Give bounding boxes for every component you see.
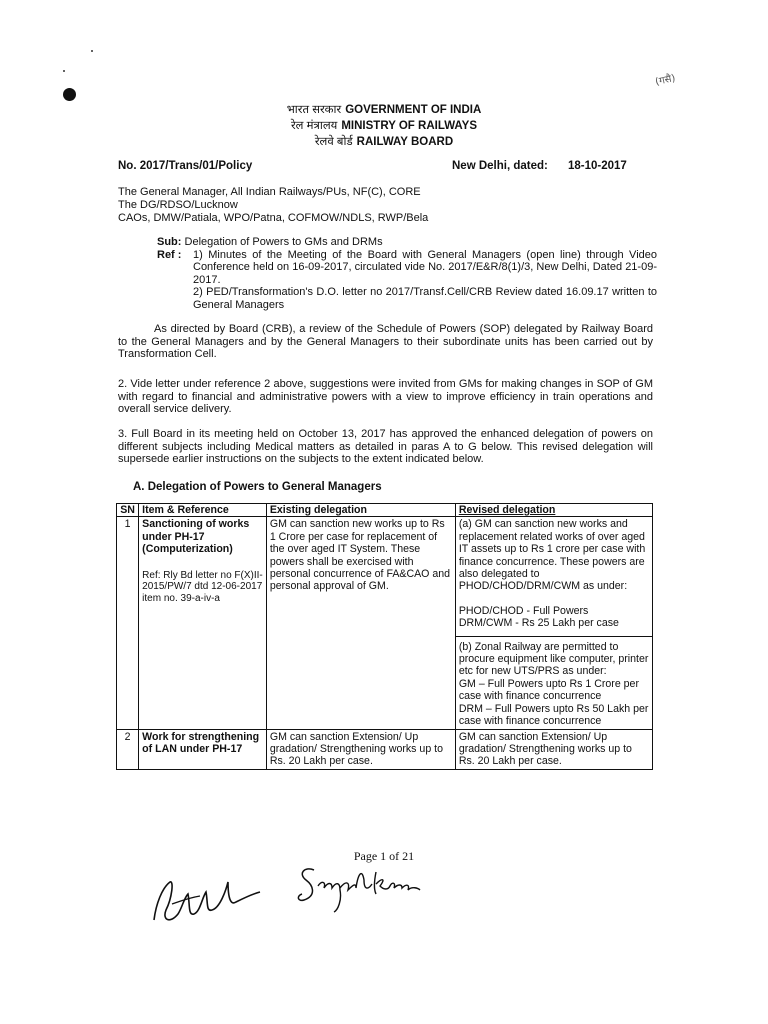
subject-block [157,236,657,311]
row-item [139,729,267,769]
hole-punch-mark [63,88,76,101]
table-header-row [117,504,653,517]
table-header-revised: Revised delegation [455,504,652,517]
row-serial: 2 [117,729,139,769]
scan-speck [63,70,65,72]
header-hindi-1: भारत सरकार [286,104,342,116]
reference-label: Ref : [157,248,182,261]
row-item-title: Work for strengthening of LAN under PH-17 [142,730,260,755]
header-hindi-2: रेल मंत्रालय [290,120,338,132]
revised-a-drm: DRM/CWM - Rs 25 Lakh per case [458,617,619,630]
row-item [139,517,267,729]
revised-a-phod: PHOD/CHOD - Full Powers [458,604,589,617]
header-english-1: GOVERNMENT OF INDIA [345,104,482,116]
addressee-line: The General Manager, All Indian Railways/PUs, NF(C), CORE [118,186,421,198]
paragraph-2: 2. Vide letter under reference 2 above, suggestions were invited from GMs for making changes in SOP of GM with regard to financial and administrative powers with a view to improve efficiency in train operations and overall service delivery. [118,378,653,415]
header-hindi-3: रेलवे बोर्ड [314,136,353,148]
paragraph-3: 3. Full Board in its meeting held on October 13, 2017 has approved the enhanced delegation of powers on different subjects including Medical matters as detailed in paras A to G below. This revised delegation will supersede earlier instructions on the subjects to the extent indicated below. [118,428,653,465]
header-government [0,102,768,117]
section-heading: A. Delegation of Powers to General Managers [133,481,382,493]
row-revised [455,517,652,729]
header-ministry [0,118,768,133]
letter-reference-line [118,160,638,172]
paragraph-1: As directed by Board (CRB), a review of the Schedule of Powers (SOP) delegated by Railway Board to the General Managers and by the General Managers to their subordinate units has been carried out by Transformation Cell. [118,323,653,360]
reference-2: 2) PED/Transformation's D.O. letter no 2017/Transf.Cell/CRB Review dated 16.09.17 written to General Managers [193,286,657,311]
header-board [0,134,768,149]
row-existing: GM can sanction new works up to Rs 1 Crore per case for replacement of the over aged IT System. These powers shall be exercised with personal concurrence of FA&CAO and personal approval of GM. [266,517,455,729]
row-item-title: Sanctioning of works under PH-17 (Computerization) [142,518,250,556]
letter-date: 18-10-2017 [568,160,627,172]
table-row [117,729,653,769]
page-number: Page 1 of 21 [353,849,415,863]
revised-b-gm: GM – Full Powers upto Rs 1 Crore per case with finance concurrence [458,677,639,703]
header-english-3: RAILWAY BOARD [356,136,454,148]
revised-b-drm: DRM – Full Powers upto Rs 50 Lakh per case with finance concurrence [458,702,649,728]
receipt-stamp: (गसै) [654,72,677,88]
revised-a: (a) GM can sanction new works and replacement related works of over aged IT assets up to Rs 1 crore per case with finance concurrence. These powers are also delegated to PHOD/CHOD/DRM/CWM as under: [458,518,646,593]
letter-place-label: New Delhi, dated: [452,160,548,172]
row-item-reference: Ref: Rly Bd letter no F(X)II-2015/PW/7 dtd 12-06-2017 item no. 39-a-iv-a [142,569,263,604]
delegation-table [116,503,653,770]
table-header-sn: SN [117,504,139,517]
header-english-2: MINISTRY OF RAILWAYS [341,120,478,132]
reference-1: 1) Minutes of the Meeting of the Board with General Managers (open line) through Video Conference held on 16-09-2017, circulated vide No. 2017/E&R/8(1)/3, New Delhi, Dated 21-09-2017. [193,248,657,286]
table-header-existing: Existing delegation [266,504,455,517]
handwritten-signature-2 [294,860,424,914]
table-row [117,517,653,729]
handwritten-signature-1 [148,868,263,934]
subject-text: Delegation of Powers to GMs and DRMs [184,236,383,248]
row-serial: 1 [117,517,139,729]
letter-number: No. 2017/Trans/01/Policy [118,160,253,172]
revised-b: (b) Zonal Railway are permitted to procure equipment like computer, printer etc for new UTS/PRS as under: [458,640,649,678]
addressee-block [118,186,638,225]
subject-label: Sub: [157,236,182,248]
row-existing: GM can sanction Extension/ Up gradation/ Strengthening works up to Rs. 20 Lakh per case. [266,729,455,769]
row-revised: GM can sanction Extension/ Up gradation/ Strengthening works up to Rs. 20 Lakh per case. [455,729,652,769]
addressee-line: The DG/RDSO/Lucknow [118,199,238,211]
revised-b-block [456,636,652,728]
table-header-item: Item & Reference [139,504,267,517]
addressee-line: CAOs, DMW/Patiala, WPO/Patna, COFMOW/NDLS, RWP/Bela [118,212,429,224]
scan-speck [91,50,93,52]
